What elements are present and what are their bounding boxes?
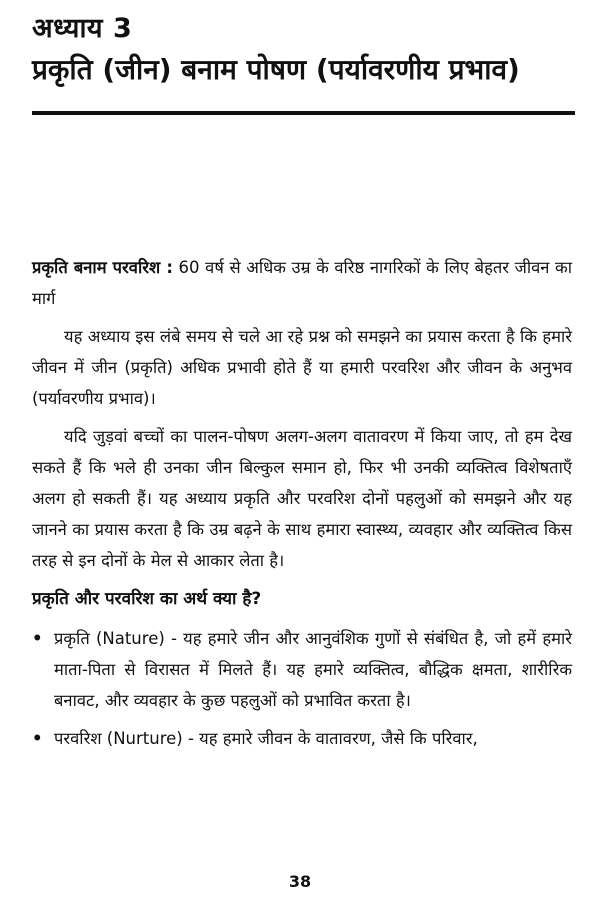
section-heading: प्रकृति और परवरिश का अर्थ क्या है?: [32, 589, 262, 609]
intro-paragraph-1: यह अध्याय इस लंबे समय से चले आ रहे प्रश्न को समझने का प्रयास करता है कि हमारे जीवन में जीन (प्रकृति) अधिक प्रभावी होते हैं या हमारी परवरिश और जीवन के अनुभव (पर्यावरणीय प्रभाव)।: [32, 327, 572, 408]
chapter-label: अध्याय 3: [32, 13, 133, 44]
title-divider: [32, 111, 575, 115]
chapter-title: प्रकृति (जीन) बनाम पोषण (पर्यावरणीय प्रभाव): [32, 53, 520, 86]
intro-lead-text: 60 वर्ष से अधिक उम्र के वरिष्ठ नागरिकों के लिए बेहतर जीवन का मार्ग: [32, 258, 572, 308]
intro-paragraph-2: यदि जुड़वां बच्चों का पालन-पोषण अलग-अलग वातावरण में किया जाए, तो हम देख सकते हैं कि भले ही उनका जीन बिल्कुल समान हो, फिर भी उनकी व्यक्तित्व विशेषताएँ अलग हो सकती हैं। यह अध्याय प्रकृति और परवरिश दोनों पहलुओं को समझने और यह जानने का प्रयास करता है कि उम्र बढ़ने के साथ हमारा स्वास्थ्य, व्यवहार और व्यक्तित्व किस तरह से इन दोनों के मेल से आकार लेता है।: [32, 427, 572, 570]
intro-lead-paragraph: [32, 252, 572, 314]
list-item: [32, 623, 572, 716]
intro-lead-bold: प्रकृति बनाम परवरिश :: [32, 258, 173, 277]
page-number: 38: [288, 872, 312, 891]
list-item: [32, 723, 572, 754]
list-item-text: प्रकृति (Nature) - यह हमारे जीन और आनुवंशिक गुणों से संबंधित है, जो हमें हमारे माता-पिता से विरासत में मिलते हैं। यह हमारे व्यक्तित्व, बौद्धिक क्षमता, शारीरिक बनावट, और व्यवहार के कुछ पहलुओं को प्रभावित करता है।: [54, 629, 572, 710]
bullet-icon: •: [32, 729, 43, 748]
list-item-text: परवरिश (Nurture) - यह हमारे जीवन के वातावरण, जैसे कि परिवार,: [54, 729, 478, 748]
page-content: [32, 252, 572, 761]
bullet-icon: •: [32, 629, 43, 648]
